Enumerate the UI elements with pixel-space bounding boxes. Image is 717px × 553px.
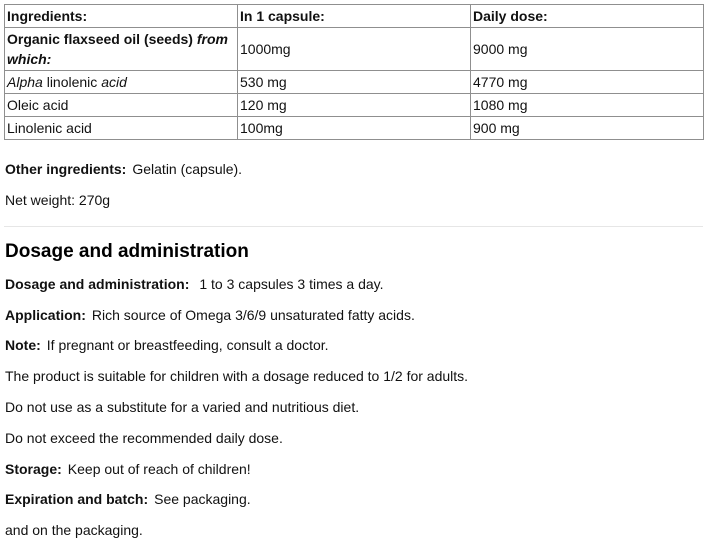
substitute-paragraph: Do not use as a substitute for a varied and nutritious diet. [5, 399, 360, 415]
table-row [5, 94, 704, 117]
ingredient-name: Organic flaxseed oil (seeds) [7, 31, 193, 47]
application-paragraph [5, 306, 415, 324]
table-row [5, 28, 704, 71]
header-daily-dose: Daily dose: [471, 5, 704, 28]
application-label: Application: [5, 307, 86, 323]
expiration-paragraph [5, 490, 251, 508]
table-row [5, 117, 704, 140]
capsule-amount: 530 mg [238, 71, 471, 94]
storage-text: Keep out of reach of children! [67, 461, 251, 477]
daily-amount: 900 mg [471, 117, 704, 140]
other-ingredients-paragraph [5, 160, 242, 178]
storage-paragraph [5, 460, 251, 478]
capsule-amount: 1000mg [238, 28, 471, 71]
header-in-1-capsule: In 1 capsule: [238, 5, 471, 28]
ingredient-name-cell [5, 71, 238, 94]
note-paragraph [5, 336, 329, 354]
section-heading: Dosage and administration [5, 241, 249, 262]
expiration-label: Expiration and batch: [5, 491, 149, 507]
exceed-paragraph: Do not exceed the recommended daily dose. [5, 430, 283, 446]
daily-amount: 4770 mg [471, 71, 704, 94]
storage-label: Storage: [5, 461, 62, 477]
header-ingredients: Ingredients: [5, 5, 238, 28]
dosage-paragraph [5, 275, 384, 293]
ingredient-name: Linolenic acid [5, 117, 238, 140]
packaging-paragraph: and on the packaging. [5, 522, 143, 538]
section-divider [4, 226, 703, 227]
ingredient-name-cell [5, 28, 238, 71]
other-ingredients-label: Other ingredients: [5, 161, 127, 177]
children-paragraph: The product is suitable for children with a dosage reduced to 1/2 for adults. [5, 368, 469, 384]
table-row [5, 71, 704, 94]
net-weight: Net weight: 270g [5, 192, 111, 208]
ingredient-name-part: Alpha [7, 74, 43, 90]
note-label: Note: [5, 337, 41, 353]
ingredients-table [4, 4, 704, 140]
application-text: Rich source of Omega 3/6/9 unsaturated fatty acids. [91, 307, 415, 323]
ingredient-name-qualifier: from which: [7, 31, 228, 67]
daily-amount: 1080 mg [471, 94, 704, 117]
note-text: If pregnant or breastfeeding, consult a doctor. [46, 337, 329, 353]
capsule-amount: 100mg [238, 117, 471, 140]
dosage-label: Dosage and administration: [5, 276, 190, 292]
ingredient-name: Oleic acid [5, 94, 238, 117]
dosage-text: 1 to 3 capsules 3 times a day. [199, 276, 384, 292]
other-ingredients-text: Gelatin (capsule). [132, 161, 243, 177]
expiration-text: See packaging. [154, 491, 251, 507]
ingredient-name-part: linolenic [46, 74, 98, 90]
table-header-row [5, 5, 704, 28]
daily-amount: 9000 mg [471, 28, 704, 71]
ingredient-name-part: acid [101, 74, 127, 90]
capsule-amount: 120 mg [238, 94, 471, 117]
